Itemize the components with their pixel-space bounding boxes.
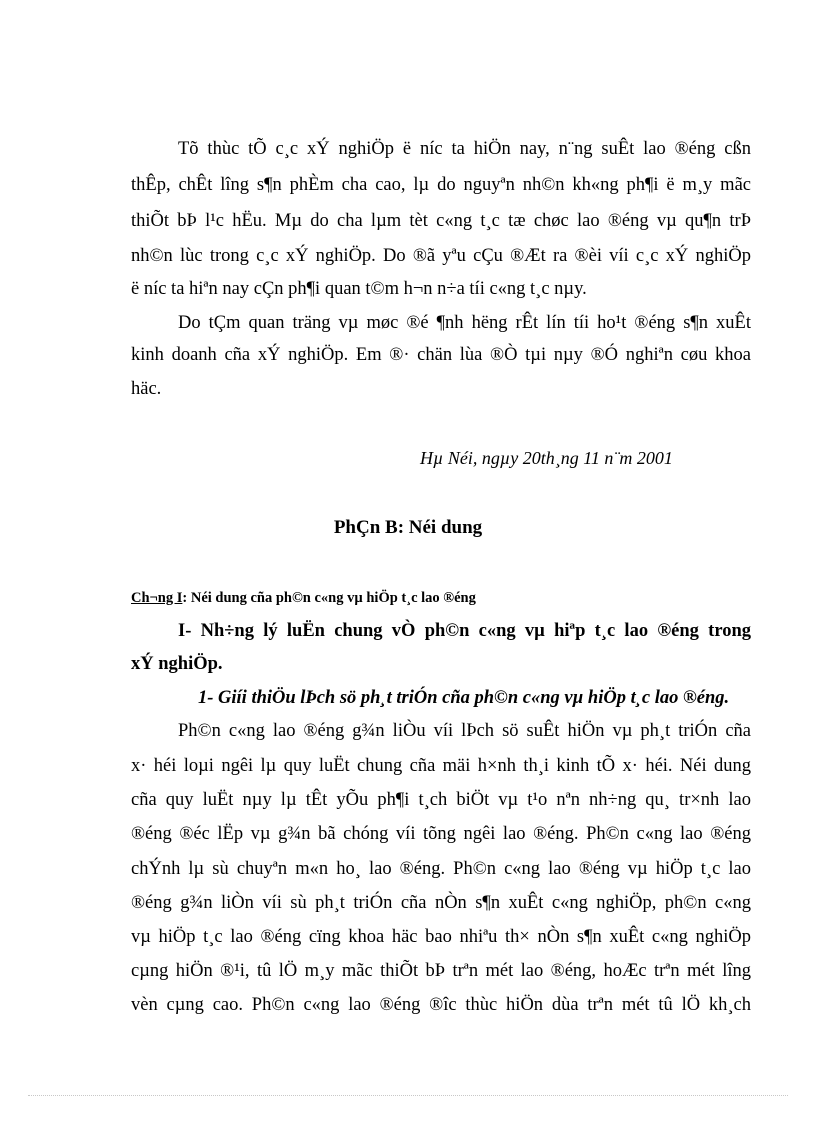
text-line: ë níc ta hiªn nay cÇn ph¶i quan t©m h¬n n÷a tíi c«ng t¸c nµy. bbox=[131, 279, 587, 299]
text-line: cµng hiÖn ®¹i, tû lÖ m¸y mãc thiÕt bÞ trªn mét lao ®éng, hoÆc trªn mét lîng bbox=[131, 961, 751, 981]
text-line: vµ hiÖp t¸c lao ®éng cïng khoa häc bao nhiªu th× nÒn s¶n xuÊt c«ng nghiÖp bbox=[131, 927, 751, 947]
text-line: thiÕt bÞ l¹c hËu. Mµ do cha lµm tèt c«ng t¸c tæ chøc lao ®éng vµ qu¶n trÞ bbox=[131, 211, 751, 231]
page-bottom-divider bbox=[28, 1095, 788, 1096]
text-line: kinh doanh cña xÝ nghiÖp. Em ®· chän lùa ®Ò tµi nµy ®Ó nghiªn cøu khoa bbox=[131, 345, 751, 365]
heading-line: I- Nh÷ng lý luËn chung vÒ ph©n c«ng vµ hiªp t¸c lao ®éng trong bbox=[178, 621, 751, 641]
text-line: ®éng ®éc lËp vµ g¾n bã chóng víi tõng ngêi lao ®éng. Ph©n c«ng lao ®éng bbox=[131, 824, 751, 844]
heading-level-2: 1- Giíi thiÖu lÞch sö ph¸t triÓn cña ph©n c«ng vµ hiÖp t¸c lao ®éng. bbox=[198, 688, 730, 708]
text-line: thÊp, chÊt lîng s¶n phÈm cha cao, lµ do nguyªn nh©n kh«ng ph¶i ë m¸y mãc bbox=[131, 175, 751, 195]
text-line: chÝnh lµ sù chuyªn m«n ho¸ lao ®éng. Ph©n c«ng lao ®éng vµ hiÖp t¸c lao bbox=[131, 859, 751, 879]
text-line: x· héi loµi ngêi lµ quy luËt chung cña mäi h×nh th¸i kinh tÕ x· héi. Néi dung bbox=[131, 756, 751, 776]
heading-line: xÝ nghiÖp. bbox=[131, 654, 223, 674]
document-date: Hµ Néi, ngµy 20th¸ng 11 n¨m 2001 bbox=[420, 448, 673, 468]
chapter-title bbox=[131, 590, 476, 607]
text-line: cña quy luËt nµy lµ tÊt yÕu ph¶i t¸ch biÖt vµ t¹o nªn nh÷ng qu¸ tr×nh lao bbox=[131, 790, 751, 810]
section-heading: PhÇn B: Néi dung bbox=[333, 517, 483, 538]
text-line: häc. bbox=[131, 379, 162, 399]
text-line: vèn cµng cao. Ph©n c«ng lao ®éng ®îc thùc hiÖn dùa trªn mét tû lÖ kh¸ch bbox=[131, 995, 751, 1015]
text-line: ®éng g¾n liÒn víi sù ph¸t triÓn cña nÒn s¶n xuÊt c«ng nghiÖp, ph©n c«ng bbox=[131, 893, 751, 913]
text-line: Ph©n c«ng lao ®éng g¾n liÒu víi lÞch sö suÊt hiÖn vµ ph¸t triÓn cña bbox=[178, 721, 751, 741]
text-line: Do tÇm quan träng vµ møc ®é ¶nh hëng rÊt lín tíi ho¹t ®éng s¶n xuÊt bbox=[178, 313, 751, 333]
chapter-subtitle: : Néi dung cña ph©n c«ng vµ hiÖp t¸c lao ®éng bbox=[182, 590, 476, 606]
text-line: Tõ thùc tÕ c¸c xÝ nghiÖp ë níc ta hiÖn nay, n¨ng suÊt lao ®éng cßn bbox=[178, 139, 751, 159]
text-line: nh©n lùc trong c¸c xÝ nghiÖp. Do ®ã yªu cÇu ®Æt ra ®èi víi c¸c xÝ nghiÖp bbox=[131, 246, 751, 266]
chapter-label: Ch¬ng I bbox=[131, 590, 183, 606]
